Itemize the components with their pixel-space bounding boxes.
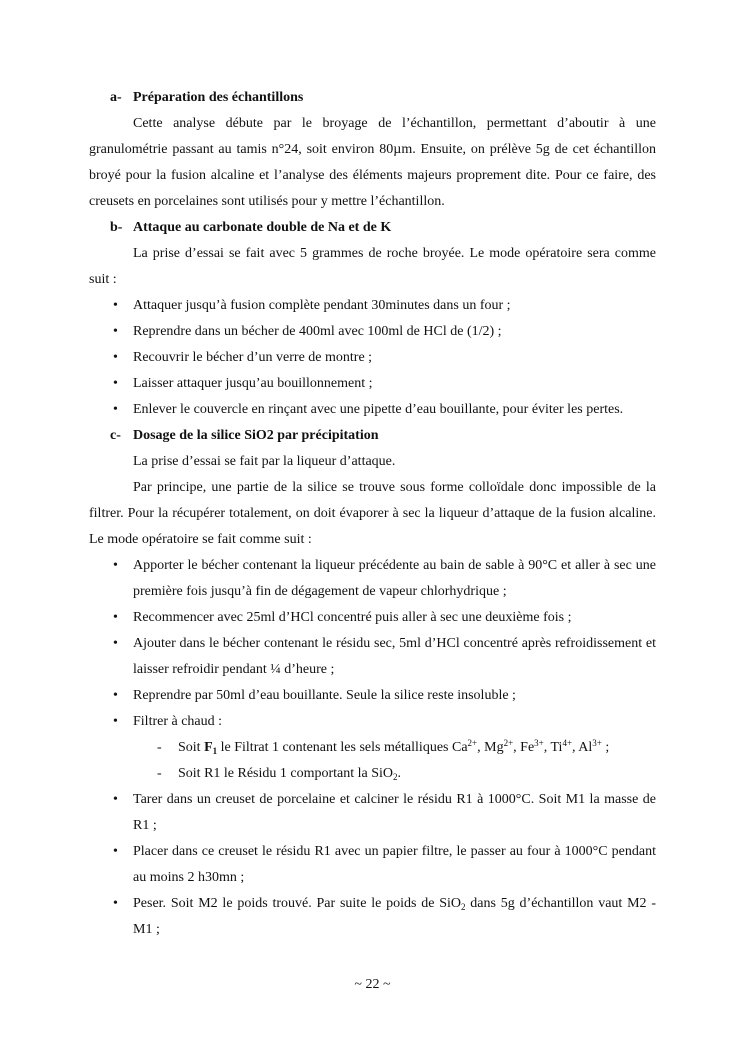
paragraph: La prise d’essai se fait avec 5 grammes de roche broyée. Le mode opératoire sera comme suit : (89, 246, 656, 287)
separator: ; (601, 740, 610, 755)
bullet-icon: • (113, 896, 118, 911)
list-item-text: Reprendre dans un bécher de 400ml avec 100ml de HCl de (1/2) ; (133, 324, 502, 339)
list-item-text: Laisser attaquer jusqu’au bouillonnement ; (133, 376, 373, 391)
section-heading-b (89, 215, 656, 241)
separator: , (513, 740, 521, 755)
bullet-icon: • (113, 688, 118, 703)
list-item-text: Placer dans ce creuset le résidu R1 avec un papier filtre, le passer au four à 1000°C pendant au moins 2 h30mn ; (133, 844, 656, 885)
list-item (89, 891, 656, 943)
list-item (89, 683, 656, 709)
ion-symbol: Ti (550, 740, 563, 755)
section-heading-c (89, 423, 656, 449)
paragraph: Cette analyse débute par le broyage de l’échantillon, permettant d’aboutir à une granulométrie passant au tamis n°24, soit environ 80µm. Ensuite, on prélève 5g de cet échantillon broyé pour la fusion alcaline et l’analyse des éléments majeurs proprement dite. Pour ce faire, des creusets en porcelaines sont utilisés pour y mettre l’échantillon. (89, 116, 656, 209)
bullet-icon: • (113, 610, 118, 625)
filtrate-index: 1 (212, 746, 218, 756)
separator: , (543, 740, 551, 755)
list-item-text: Enlever le couvercle en rinçant avec une pipette d’eau bouillante, pour éviter les pertes. (133, 402, 624, 417)
ion-charge: 3+ (592, 738, 602, 748)
bullet-icon: • (113, 714, 118, 729)
ion-symbol: Fe (520, 740, 535, 755)
separator: , (477, 740, 485, 755)
bullet-icon: • (113, 350, 118, 365)
list-item-text: Ajouter dans le bécher contenant le résidu sec, 5ml d’HCl concentré après refroidissement et laisser refroidir pendant ¼ d’heure ; (133, 636, 656, 677)
sub-item-text: Soit (178, 740, 205, 755)
list-item (89, 319, 656, 345)
ion-charge: 2+ (503, 738, 514, 748)
list-item-text: Recouvrir le bécher d’un verre de montre ; (133, 350, 373, 365)
list-item-text: dans 5g d’échantillon vaut M2 - M1 ; (133, 896, 656, 937)
bullet-icon: • (113, 792, 118, 807)
section-heading-a (89, 85, 656, 111)
list-item (89, 631, 656, 683)
sub-list-item (89, 735, 656, 761)
list-item (89, 605, 656, 631)
ion-symbol: Ca (451, 740, 468, 755)
dash-icon: - (157, 766, 162, 781)
list-item-text: Peser. Soit M2 le poids trouvé. Par suite le poids de SiO (133, 896, 462, 911)
separator: , (572, 740, 579, 755)
list-item-text: Attaquer jusqu’à fusion complète pendant 30minutes dans un four ; (133, 298, 511, 313)
ion-symbol: Mg (484, 740, 504, 755)
filtrate-symbol (204, 740, 217, 755)
bullet-icon: • (113, 558, 118, 573)
section-title: Attaque au carbonate double de Na et de K (133, 220, 392, 235)
page-number: ~ 22 ~ (354, 977, 391, 992)
list-item (89, 397, 656, 423)
bullet-icon: • (113, 324, 118, 339)
list-item (89, 371, 656, 397)
page-content (89, 85, 656, 943)
list-item-text: Recommencer avec 25ml d’HCl concentré puis aller à sec une deuxième fois ; (133, 610, 572, 625)
list-item-text: Filtrer à chaud : (133, 714, 223, 729)
ion-symbol: Al (578, 740, 593, 755)
bullet-icon: • (113, 298, 118, 313)
section-label: b- (110, 220, 123, 235)
list-item (89, 839, 656, 891)
list-item-text: Reprendre par 50ml d’eau bouillante. Seule la silice reste insoluble ; (133, 688, 516, 703)
ion-charge: 3+ (534, 738, 544, 748)
list-item (89, 293, 656, 319)
paragraph: Par principe, une partie de la silice se trouve sous forme colloïdale donc impossible de la filtrer. Pour la récupérer totalement, on doit évaporer à sec la liqueur d’attaque de la fusion alcaline. Le mode opératoire se fait comme suit : (89, 480, 656, 547)
punctuation: . (397, 766, 402, 781)
filtrate-letter: F (204, 740, 213, 755)
ion-charge: 2+ (467, 738, 478, 748)
list-item (89, 709, 656, 735)
section-title: Préparation des échantillons (133, 90, 304, 105)
list-item (89, 553, 656, 605)
sub-list-item (89, 761, 656, 787)
ion-charge: 4+ (562, 738, 573, 748)
sub-item-text: Soit R1 le Résidu 1 comportant la SiO (178, 766, 394, 781)
list-item-text: Tarer dans un creuset de porcelaine et calciner le résidu R1 à 1000°C. Soit M1 la masse de R1 ; (133, 792, 656, 833)
section-title: Dosage de la silice SiO2 par précipitation (133, 428, 379, 443)
list-item (89, 345, 656, 371)
bullet-icon: • (113, 844, 118, 859)
bullet-icon: • (113, 402, 118, 417)
subscript: 2 (461, 902, 466, 912)
section-label: c- (110, 428, 121, 443)
subscript: 2 (393, 772, 398, 782)
sub-item-text: le Filtrat 1 contenant les sels métalliques (217, 740, 452, 755)
bullet-icon: • (113, 636, 118, 651)
section-label: a- (110, 90, 122, 105)
paragraph: La prise d’essai se fait par la liqueur d’attaque. (133, 454, 396, 469)
dash-icon: - (157, 740, 162, 755)
bullet-icon: • (113, 376, 118, 391)
list-item-text: Apporter le bécher contenant la liqueur précédente au bain de sable à 90°C et aller à sec une première fois jusqu’à fin de dégagement de vapeur chlorhydrique ; (133, 558, 656, 599)
list-item (89, 787, 656, 839)
